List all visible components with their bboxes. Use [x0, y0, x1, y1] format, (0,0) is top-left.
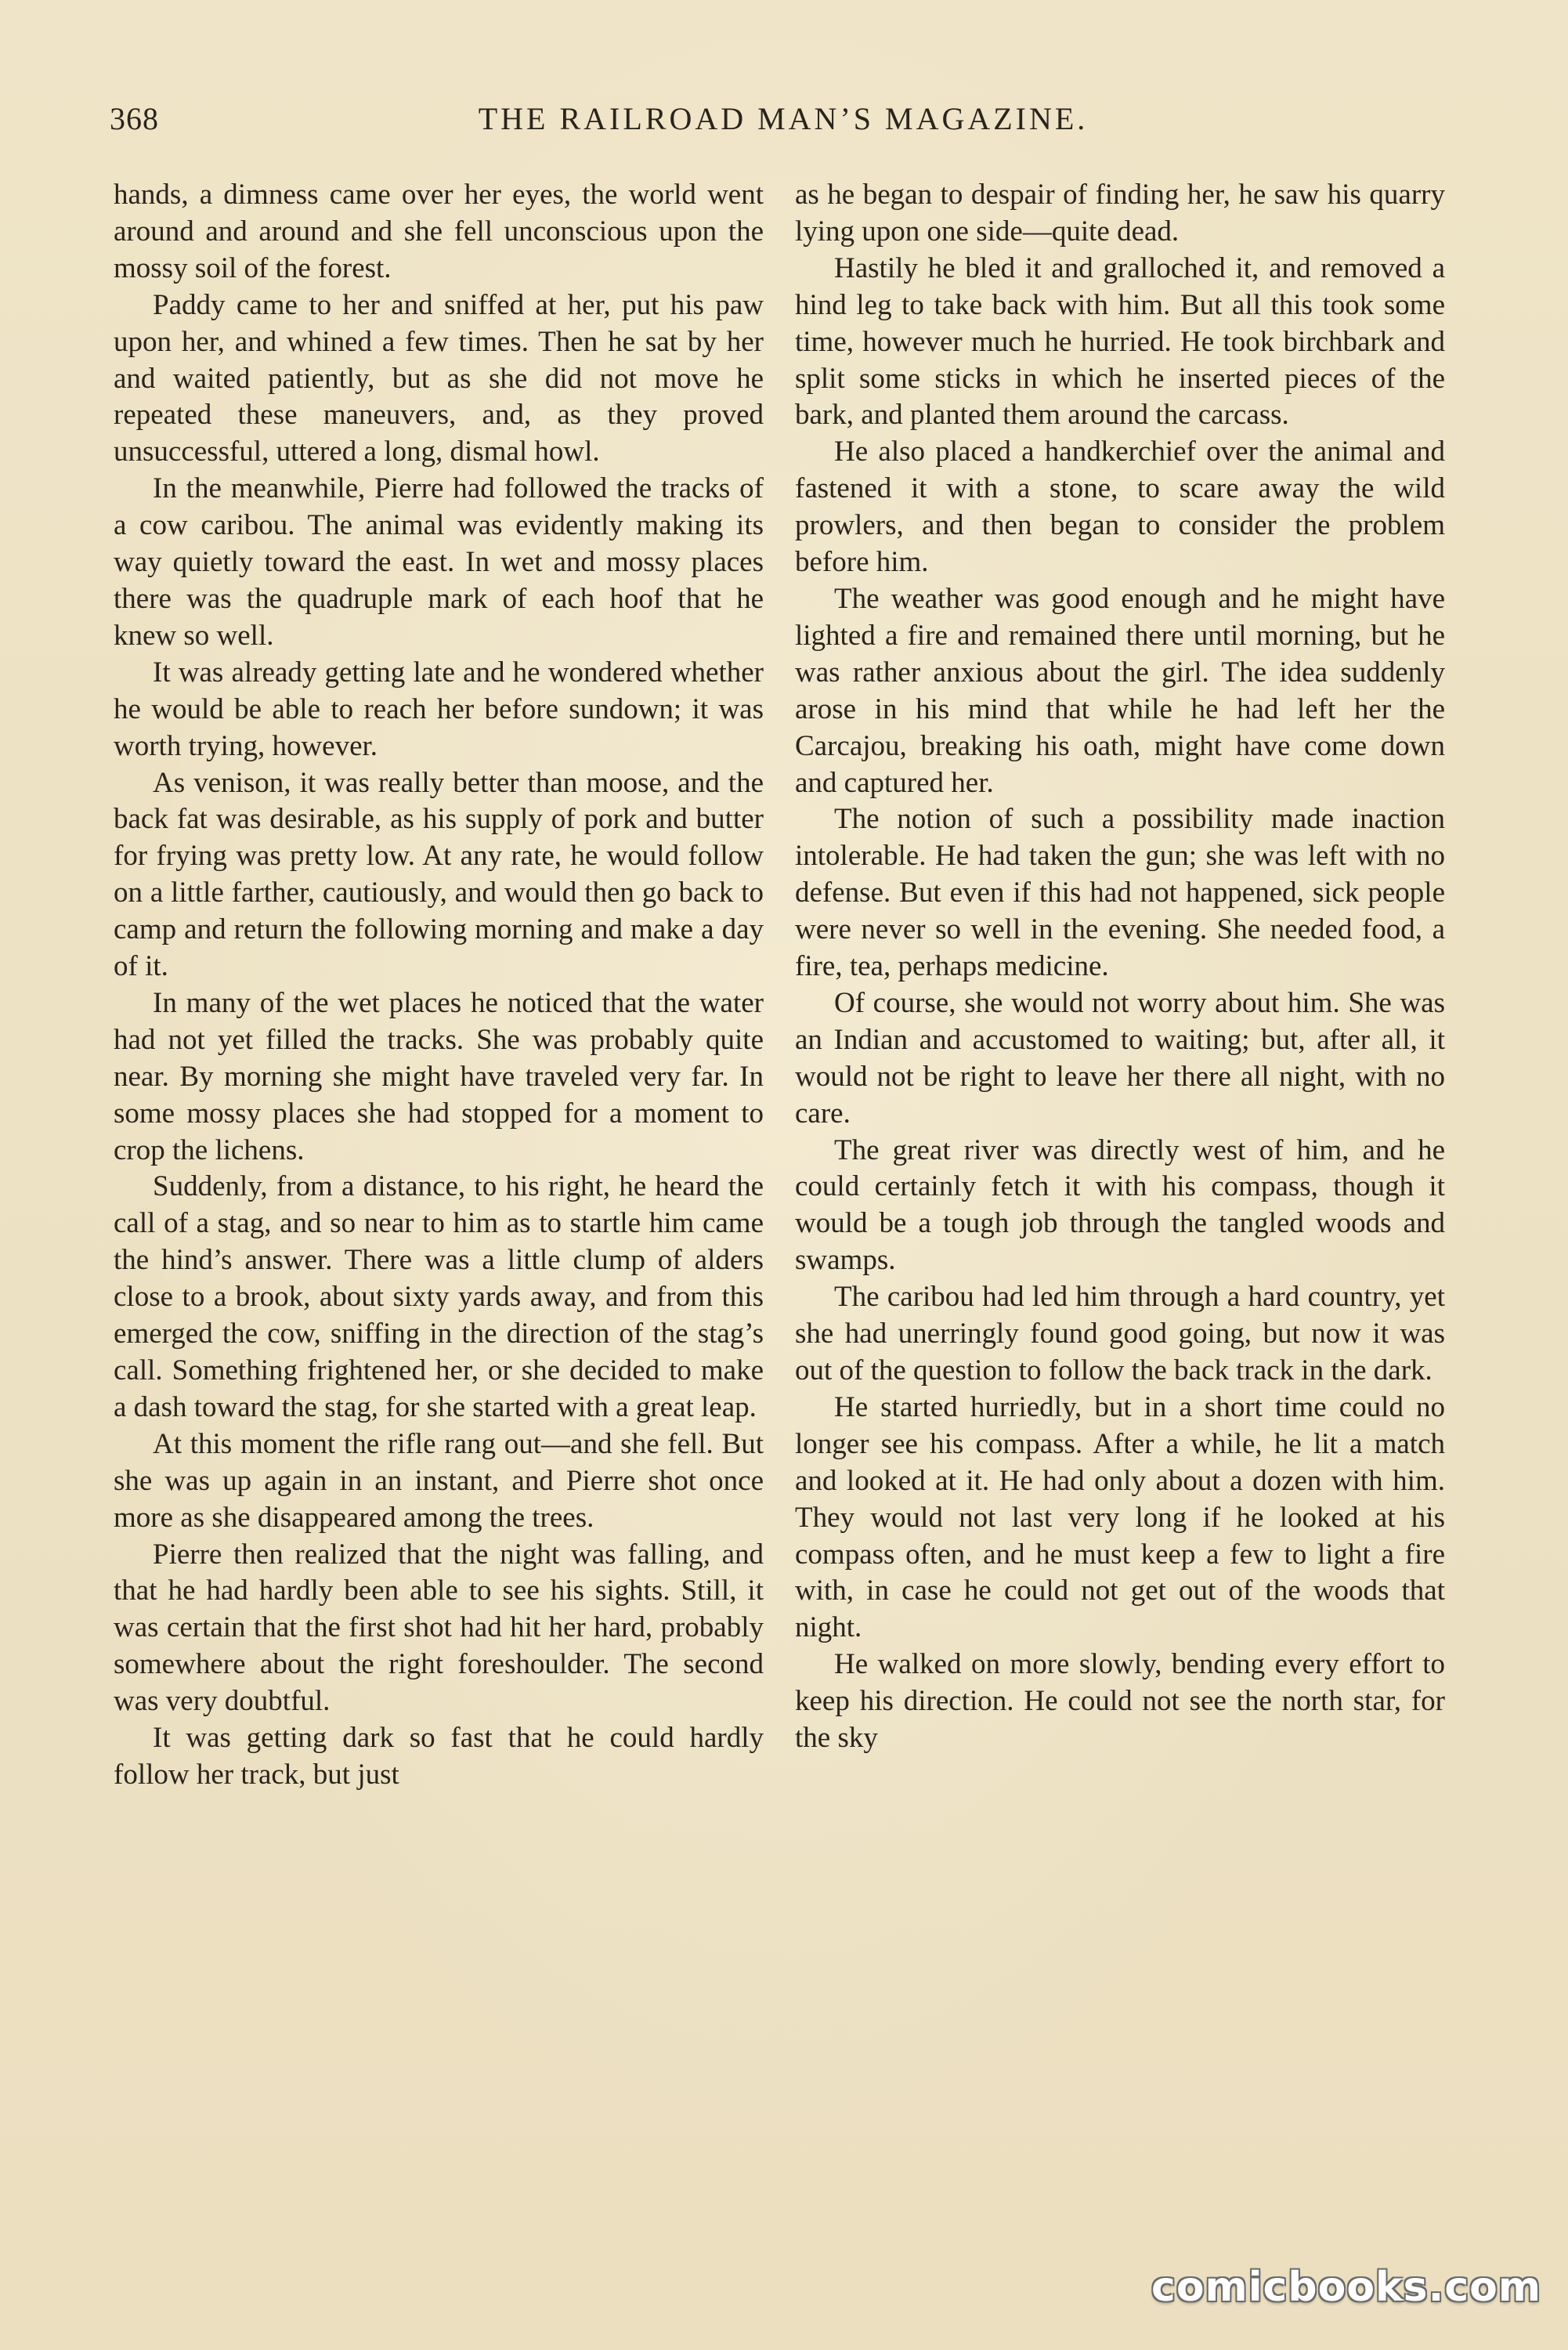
paragraph: It was getting dark so fast that he could hardly follow her track, but just	[114, 1722, 764, 1791]
paragraph: In many of the wet places he noticed that the water had not yet filled the tracks. She was probably quite near. By morning she might have traveled very far. In some mossy places she had stopped for a moment to crop the lichens.	[114, 986, 764, 1166]
paragraph: He started hurriedly, but in a short time could no longer see his compass. After a while, he lit a match and looked at it. He had only about a dozen with him. They would not last very long if he looked at his compass often, and he must keep a few to light a fire with, in case he could not get out of the woods that night.	[795, 1390, 1445, 1644]
right-column	[795, 177, 1445, 1757]
paragraph: Pierre then realized that the night was falling, and that he had hardly been able to see his sights. Still, it was certain that the first shot had hit her hard, probably somewhere about the right foreshoulder. The second was very doubtful.	[114, 1538, 764, 1718]
paragraph: The notion of such a possibility made inaction intolerable. He had taken the gun; she was left with no defense. But even if this had not happened, sick people were never so well in the evening. She needed food, a fire, tea, perhaps medicine.	[795, 803, 1445, 983]
page-number: 368	[110, 101, 159, 136]
paragraph: At this moment the rifle rang out—and she fell. But she was up again in an instant, and Pierre shot once more as she disappeared among the trees.	[114, 1427, 764, 1534]
paragraph: The caribou had led him through a hard country, yet she had unerringly found good going, but now it was out of the question to follow the back track in the dark.	[795, 1281, 1445, 1386]
site-watermark: comicbooks.com	[1151, 2264, 1542, 2311]
paragraph: hands, a dimness came over her eyes, the world went around and around and she fell unconscious upon the mossy soil of the forest.	[114, 179, 764, 284]
paragraph: It was already getting late and he wondered whether he would be able to reach her before sundown; it was worth trying, however.	[114, 656, 764, 762]
paragraph: As venison, it was really better than moose, and the back fat was desirable, as his supply of pork and butter for frying was pretty low. At any rate, he would follow on a little farther, cautiously, and would then go back to camp and return the following morning and make a day of it.	[114, 766, 764, 983]
left-column	[114, 177, 764, 1794]
paragraph: He also placed a handkerchief over the animal and fastened it with a stone, to scare away the wild prowlers, and then began to consider the problem before him.	[795, 436, 1445, 579]
running-title: THE RAILROAD MAN’S MAGAZINE.	[478, 101, 1089, 136]
paragraph: Paddy came to her and sniffed at her, put his paw upon her, and whined a few times. Then he sat by her and waited patiently, but as she did not move he repeated these maneuvers, and, as they proved unsuccessful, uttered a long, dismal howl.	[114, 288, 764, 468]
paragraph: as he began to despair of finding her, he saw his quarry lying upon one side—quite dead.	[795, 179, 1445, 248]
paragraph: Of course, she would not worry about him. She was an Indian and accustomed to waiting; but, after all, it would not be right to leave her there all night, with no care.	[795, 986, 1445, 1130]
paragraph: In the meanwhile, Pierre had followed the tracks of a cow caribou. The animal was evidently making its way quietly toward the east. In wet and mossy places there was the quadruple mark of each hoof that he knew so well.	[114, 472, 764, 652]
paragraph: He walked on more slowly, bending every effort to keep his direction. He could not see the north star, for the sky	[795, 1648, 1445, 1755]
paragraph: Hastily he bled it and gralloched it, and removed a hind leg to take back with him. But all this took some time, however much he hurried. He took birchbark and split some sticks in which he inserted pieces of the bark, and planted them around the carcass.	[795, 251, 1445, 432]
paragraph: The weather was good enough and he might have lighted a fire and remained there until morning, but he was rather anxious about the girl. The idea suddenly arose in his mind that while he had left her the Carcajou, breaking his oath, might have come down and captured her.	[795, 582, 1445, 799]
page-header	[110, 100, 1457, 147]
paragraph: The great river was directly west of him, and he could certainly fetch it with his compass, though it would be a tough job through the tangled woods and swamps.	[795, 1133, 1445, 1277]
paragraph: Suddenly, from a distance, to his right, he heard the call of a stag, and so near to him as to startle him came the hind’s answer. There was a little clump of alders close to a brook, about sixty yards away, and from this emerged the cow, sniffing in the direction of the stag’s call. Something frightened her, or she decided to make a dash toward the stag, for she started with a great leap.	[114, 1170, 764, 1423]
